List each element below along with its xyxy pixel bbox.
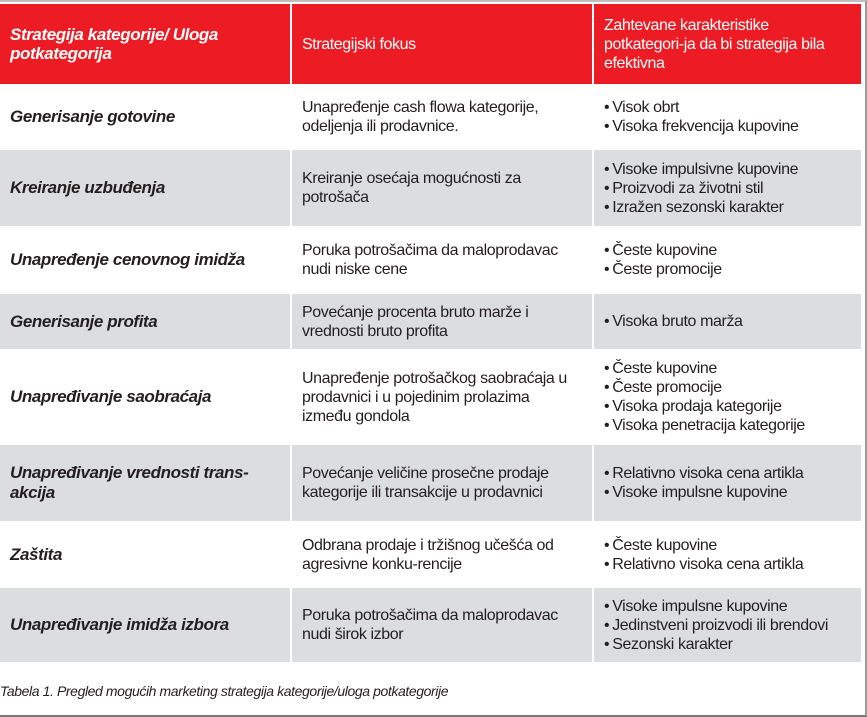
trait-item: • Česte kupovine xyxy=(604,536,851,555)
strategy-name: Unapređivanje imidža izbora xyxy=(10,615,229,634)
strategy-name: Kreiranje uzbuđenja xyxy=(10,178,165,197)
focus-cell: Poruka potrošačima da maloprodavac nudi niske cene xyxy=(292,228,592,292)
table-row xyxy=(0,294,861,349)
focus-cell: Unapređenje cash flowa kategorije, odeljenja ili prodavnice. xyxy=(292,86,592,148)
traits-list xyxy=(604,312,851,331)
trait-item: • Jedinstveni proizvodi ili brendovi xyxy=(604,616,851,635)
trait-item: • Visoke impulsne kupovine xyxy=(604,483,851,502)
strategy-cell xyxy=(0,523,290,586)
traits-cell xyxy=(594,588,861,662)
table-row xyxy=(0,445,861,521)
strategy-table xyxy=(0,2,863,664)
strategy-name: Zaštita xyxy=(10,544,62,564)
traits-cell xyxy=(594,86,861,148)
strategy-name: Unapređenje cenovnog imidža xyxy=(10,250,245,269)
traits-list xyxy=(604,241,851,279)
strategy-cell xyxy=(0,351,290,443)
strategy-name: Unapređivanje vrednosti trans-akcija xyxy=(10,463,249,502)
table-row xyxy=(0,588,861,662)
table-row xyxy=(0,351,861,443)
strategy-cell xyxy=(0,588,290,662)
strategy-name: Unapređivanje saobraćaja xyxy=(10,387,212,406)
table-header-row xyxy=(0,4,861,84)
strategy-cell xyxy=(0,86,290,148)
header-focus: Strategijski fokus xyxy=(292,4,592,84)
traits-list xyxy=(604,536,851,574)
strategy-cell xyxy=(0,294,290,349)
traits-list xyxy=(604,160,851,217)
focus-cell: Kreiranje osećaja mogućnosti za potrošača xyxy=(292,150,592,226)
table-row xyxy=(0,86,861,148)
focus-cell: Poruka potrošačima da maloprodavac nudi širok izbor xyxy=(292,588,592,662)
traits-cell xyxy=(594,523,861,586)
traits-list xyxy=(604,464,851,502)
strategy-cell xyxy=(0,445,290,521)
trait-item: • Visoka penetracija kategorije xyxy=(604,416,851,435)
header-traits: Zahtevane karakteristike potkategori-ja da bi strategija bila efektivna xyxy=(594,4,861,84)
trait-item: • Izražen sezonski karakter xyxy=(604,198,851,217)
trait-item: • Česte promocije xyxy=(604,378,851,397)
focus-cell: Povećanje veličine prosečne prodaje kategorije ili transakcije u prodavnici xyxy=(292,445,592,521)
trait-item: • Česte promocije xyxy=(604,260,851,279)
strategy-name: Generisanje profita xyxy=(10,311,158,331)
table-row xyxy=(0,150,861,226)
table-row xyxy=(0,523,861,586)
traits-cell xyxy=(594,351,861,443)
traits-list xyxy=(604,359,851,435)
trait-item: • Relativno visoka cena artikla xyxy=(604,555,851,574)
strategy-name: Generisanje gotovine xyxy=(10,107,175,126)
table-caption: Tabela 1. Pregled mogućih marketing strategija kategorije/uloga potkategorije xyxy=(0,683,449,699)
trait-item: • Visoke impulsivne kupovine xyxy=(604,160,851,179)
strategy-cell xyxy=(0,150,290,226)
trait-item: • Visok obrt xyxy=(604,98,851,117)
trait-item: • Česte kupovine xyxy=(604,241,851,260)
trait-item: • Visoka prodaja kategorije xyxy=(604,397,851,416)
traits-cell xyxy=(594,150,861,226)
traits-cell xyxy=(594,294,861,349)
strategy-cell xyxy=(0,228,290,292)
trait-item: • Proizvodi za životni stil xyxy=(604,179,851,198)
traits-cell xyxy=(594,228,861,292)
focus-cell: Unapređenje potrošačkog saobraćaja u prodavnici i u pojedinim prolazima između gondola xyxy=(292,351,592,443)
table-row xyxy=(0,228,861,292)
focus-cell: Odbrana prodaje i tržišnog učešća od agresivne konku-rencije xyxy=(292,523,592,586)
traits-list xyxy=(604,597,851,654)
traits-list xyxy=(604,98,851,136)
trait-item: • Visoka frekvencija kupovine xyxy=(604,117,851,136)
focus-cell: Povećanje procenta bruto marže i vrednosti bruto profita xyxy=(292,294,592,349)
trait-item: • Česte kupovine xyxy=(604,359,851,378)
trait-item: • Visoka bruto marža xyxy=(604,312,851,331)
trait-item: • Relativno visoka cena artikla xyxy=(604,464,851,483)
trait-item: • Visoke impulsne kupovine xyxy=(604,597,851,616)
trait-item: • Sezonski karakter xyxy=(604,635,851,654)
header-strategy: Strategija kategorije/ Uloga potkategorija xyxy=(0,4,290,84)
traits-cell xyxy=(594,445,861,521)
